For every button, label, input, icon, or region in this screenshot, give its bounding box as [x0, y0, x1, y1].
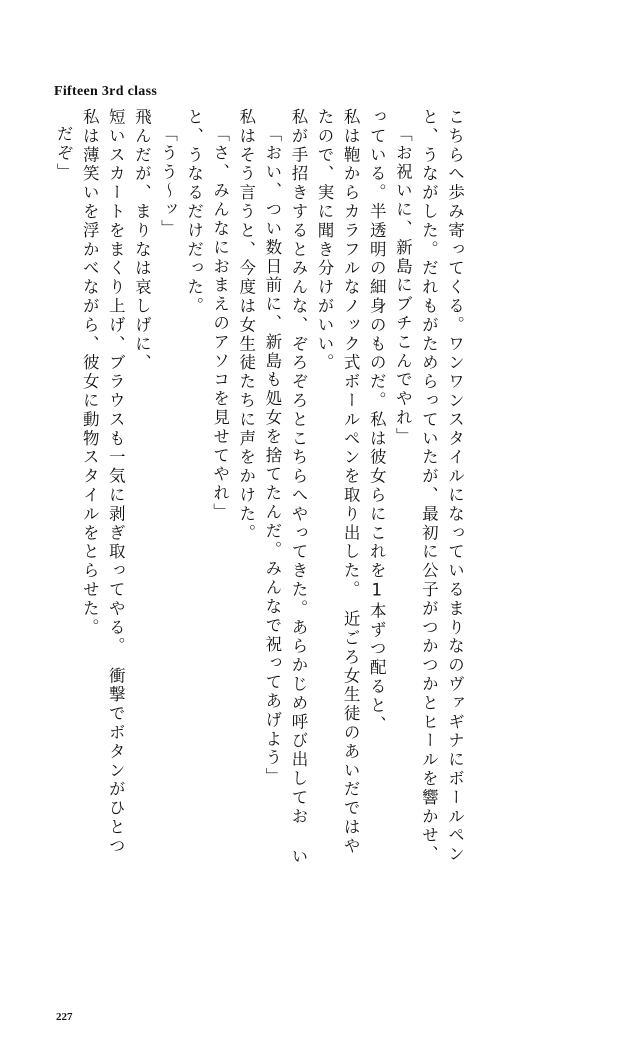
text-column: こちらへ歩み寄ってくる。ワンワンスタイルになっているまりなのヴァギナにボールペン — [445, 108, 465, 864]
text-column: っている。半透明の細身のものだ。私は彼女らにこれを1本ずつ配ると、 — [367, 108, 387, 735]
running-header: Fifteen 3rd class — [54, 84, 158, 99]
vertical-text-body — [45, 108, 605, 988]
text-column: 「お祝いに、新島にブチこんでやれ」 — [393, 125, 413, 447]
page-number: 227 — [56, 1011, 73, 1023]
text-column: と、うなるだけだった。 — [184, 108, 204, 316]
text-column: 短いスカートをまくり上げ、ブラウスも一気に剥ぎ取ってやる。 衝撃でボタンがひとつ — [106, 108, 126, 856]
text-column: と、うながした。だれもがためらっていたが、最初に公子がつかつかとヒールを響かせ、 — [419, 108, 439, 864]
text-column: 私はそう言うと、今度は女生徒たちに声をかけた。 — [236, 108, 256, 543]
text-column: たので、実に聞き分けがいい。 — [315, 108, 335, 373]
text-column: 私が手招きするとみんな、ぞろぞろとこちらへやってきた。あらかじめ呼び出してお い — [288, 108, 308, 867]
text-column: だぞ」 — [54, 125, 74, 182]
text-column: 私は薄笑いを浮かべながら、彼女に動物スタイルをとらせた。 — [80, 108, 100, 638]
text-column: 私は鞄からカラフルなノック式ボールペンを取り出した。 近ごろ女生徒のあいだではや — [341, 108, 361, 856]
text-column: 「さ、みんなにおまえのアソコを見せてやれ」 — [210, 125, 230, 522]
text-column: 「うう～ッ」 — [158, 125, 178, 239]
text-column: 飛んだが、まりなは哀しげに、 — [132, 108, 152, 373]
text-column: 「おい、つい数日前に、新島も処女を捨てたんだ。みんなで祝ってあげよう」 — [262, 125, 282, 787]
